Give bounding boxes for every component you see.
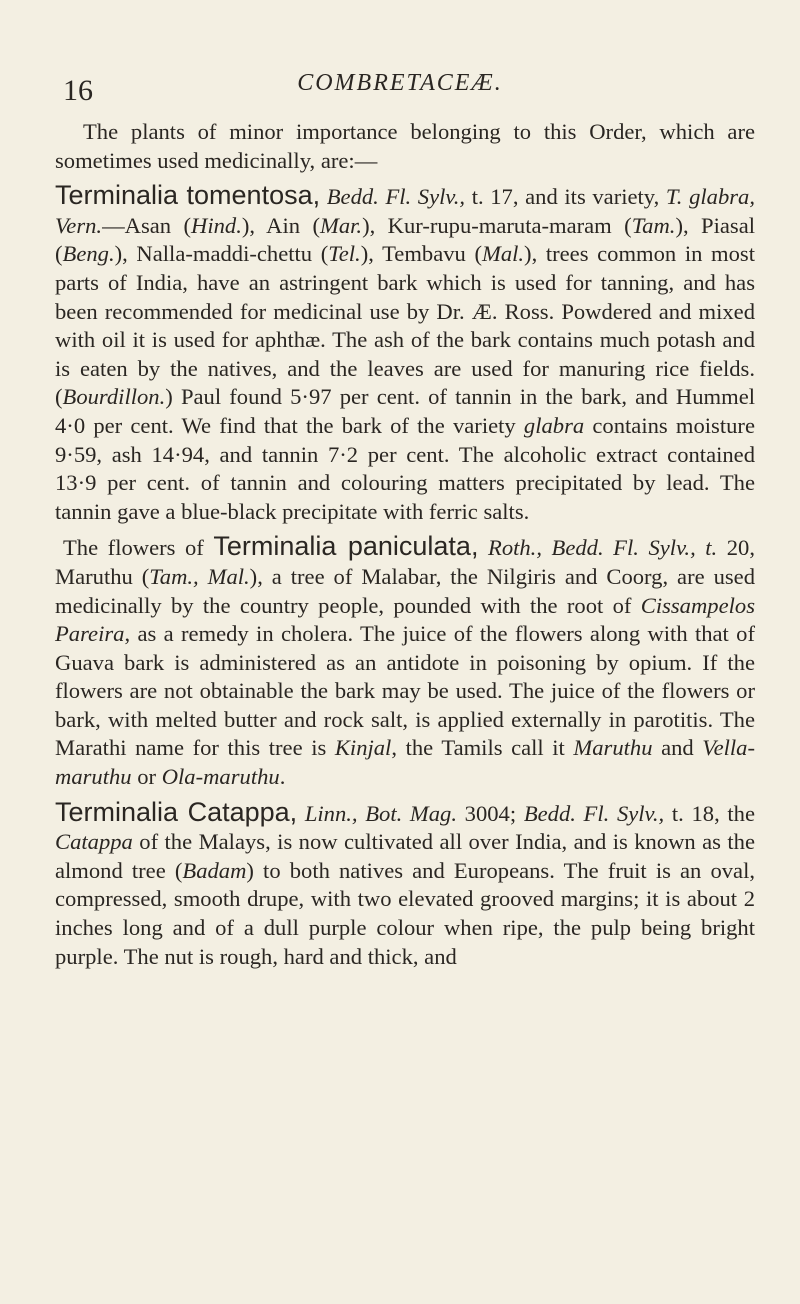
species-name: Terminalia paniculata, [213,531,479,562]
page-header [0,70,800,110]
species-name: Terminalia tomentosa, [55,180,321,211]
running-head: COMBRETACEÆ. [297,70,503,96]
page-number: 16 [63,74,93,107]
intro-paragraph: The plants of minor importance belonging to this Order, which are sometimes used medicinally, are:— [55,119,755,173]
entry-terminalia-tomentosa: Terminalia tomentosa, Bedd. Fl. Sylv., t. 17, and its variety, T. glabra, Vern.—Asan (Hind.), Ain (Mar.), Kur-rupu-maruta-maram (Tam.), Piasal (Beng.), Nalla-maddi-chettu (Tel.), Tembavu (Mal.), trees common in most parts of India, have an astringent bark which is used for tanning, and has been recommended for medicinal use by Dr. Æ. Ross. Powdered and mixed with oil it is used for aphthæ. The ash of the bark contains much potash and is eaten by the natives, and the leaves are used for manuring rice fields. (Bourdillon.) Paul found 5·97 per cent. of tannin in the bark, and Hummel 4·0 per cent. We find that the bark of the variety glabra contains moisture 9·59, ash 14·94, and tannin 7·2 per cent. The alcoholic extract contained 13·9 per cent. of tannin and colouring matters precipitated by lead. The tannin gave a blue-black precipitate with ferric salts. [55,180,755,524]
entry-terminalia-catappa: Terminalia Catappa, Linn., Bot. Mag. 3004; Bedd. Fl. Sylv., t. 18, the Catappa of the Malays, is now cultivated all over India, and is known as the almond tree (Badam) to both natives and Europeans. The fruit is an oval, compressed, smooth drupe, with two elevated grooved margins; it is about 2 inches long and of a dull purple colour when ripe, the pulp being bright purple. The nut is rough, hard and thick, and [55,796,756,969]
entry-terminalia-paniculata: The flowers of Terminalia paniculata, Roth., Bedd. Fl. Sylv., t. 20, Maruthu (Tam., Mal.), a tree of Malabar, the Nilgiris and Coorg, are used medicinally by the country people, pounded with the root of Cissampelos Pareira, as a remedy in cholera. The juice of the flowers along with that of Guava bark is administered as an antidote in poisoning by opium. If the flowers are not obtainable the bark may be used. The juice of the flowers or bark, with melted butter and rock salt, is applied externally in parotitis. The Marathi name for this tree is Kinjal, the Tamils call it Maruthu and Vella-maruthu or Ola-maruthu. [55,531,756,790]
species-name: Terminalia Catappa, [55,796,298,827]
page-body [55,118,755,977]
